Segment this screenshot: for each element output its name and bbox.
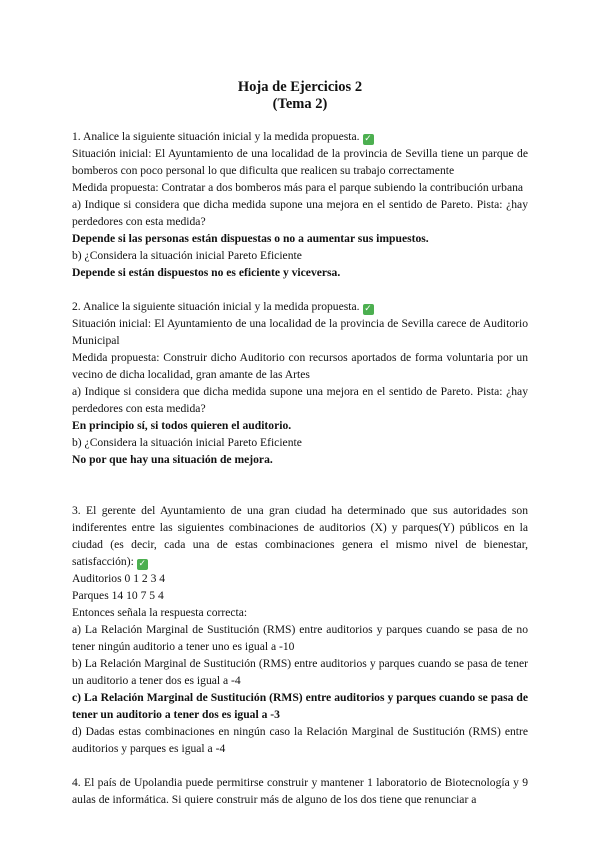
- q1-measure: Medida propuesta: Contratar a dos bomberos más para el parque subiendo la contribución urbana: [72, 181, 524, 194]
- q2-question-b: b) ¿Considera la situación inicial Pareto Eficiente: [72, 436, 302, 449]
- check-icon: ✓: [364, 134, 372, 144]
- q3-option-d: d) Dadas estas combinaciones en ningún caso la Relación Marginal de Sustitución (RMS) entre auditorios y parques es igual a -4: [72, 725, 528, 755]
- check-icon: ✓: [138, 559, 147, 569]
- q2-answer-b: No por que hay una situación de mejora.: [72, 453, 273, 466]
- q3-option-b: b) La Relación Marginal de Sustitución (RMS) entre auditorios y parques cuando se pasa de tener un auditorio a tener dos es igual a -4: [72, 657, 528, 687]
- q2-measure: Medida propuesta: Construir dicho Auditorio con recursos aportados de forma voluntaria por un vecino de dicha localidad, gran amante de las Artes: [72, 351, 528, 381]
- q1-question-b: b) ¿Considera la situación inicial Pareto Eficiente: [72, 249, 302, 262]
- q2-question-a: a) Indique si considera que dicha medida supone una mejora en el sentido de Pareto. Pista: ¿hay perdedores con esta medida?: [72, 385, 528, 415]
- check-icon: ✓: [364, 304, 372, 314]
- q1-situation: Situación inicial: El Ayuntamiento de una localidad de la provincia de Sevilla tiene un parque de bomberos con poco personal lo que dificulta que realicen su trabajo correctamente: [72, 147, 528, 177]
- q1-heading: 1. Analice la siguiente situación inicial y la medida propuesta. ✓: [72, 130, 372, 144]
- page-title: Hoja de Ejercicios 2: [237, 79, 363, 95]
- q2-heading: 2. Analice la siguiente situación inicial y la medida propuesta. ✓: [72, 300, 372, 314]
- q4-intro: 4. El país de Upolandia puede permitirse construir y mantener 1 laboratorio de Biotecnología y 9 aulas de informática. Si quiere construir más de alguno de los dos tiene que renunciar a: [72, 776, 528, 806]
- q3-option-c: c) La Relación Marginal de Sustitución (RMS) entre auditorios y parques cuando se pasa de tener un auditorio a tener dos es igual a -3: [72, 691, 528, 721]
- q1-question-a: a) Indique si considera que dicha medida supone una mejora en el sentido de Pareto. Pista: ¿hay perdedores con esta medida?: [72, 198, 528, 228]
- q1-answer-b: Depende si están dispuestos no es eficiente y viceversa.: [72, 266, 341, 279]
- q3-parques-row: Parques 14 10 7 5 4: [72, 589, 164, 602]
- q2-answer-a: En principio sí, si todos quieren el auditorio.: [72, 419, 292, 432]
- page-subtitle: (Tema 2): [272, 96, 328, 112]
- q3-auditorios-row: Auditorios 0 1 2 3 4: [72, 572, 166, 585]
- q3-intro: 3. El gerente del Ayuntamiento de una gran ciudad ha determinado que sus autoridades son indiferentes entre las siguientes combinaciones de auditorios (X) y parques(Y) públicos en la ciudad (es decir, cada una de estas combinaciones genera el mismo nivel de bienestar, satisfacción): ✓: [72, 504, 528, 569]
- q2-situation: Situación inicial: El Ayuntamiento de una localidad de la provincia de Sevilla carece de Auditorio Municipal: [72, 317, 528, 347]
- q1-answer-a: Depende si las personas están dispuestas o no a aumentar sus impuestos.: [72, 232, 429, 245]
- q3-option-a: a) La Relación Marginal de Sustitución (RMS) entre auditorios y parques cuando se pasa de no tener ningún auditorio a tener uno es igual a -10: [72, 623, 528, 653]
- exercise-content: [72, 128, 528, 808]
- q3-prompt: Entonces señala la respuesta correcta:: [72, 606, 248, 619]
